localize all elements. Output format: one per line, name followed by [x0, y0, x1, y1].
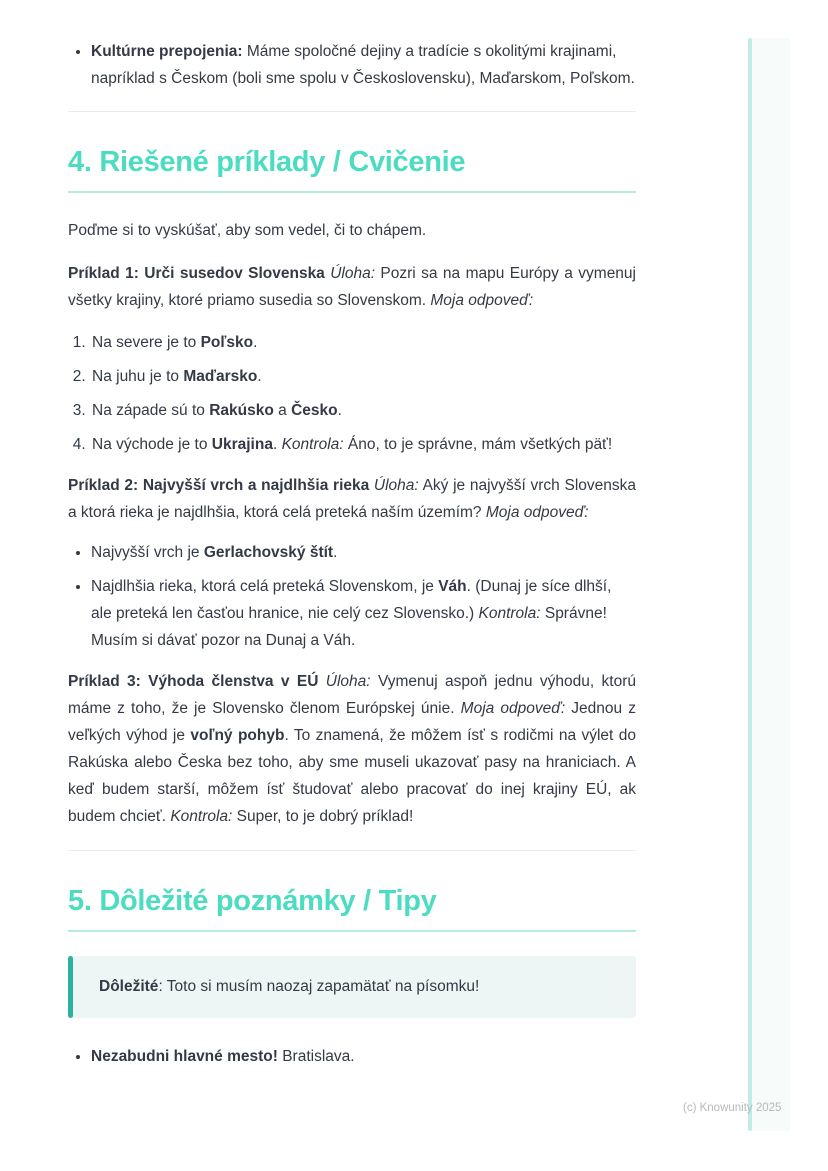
page-edge-panel [752, 38, 790, 1131]
callout-accent-bar [68, 956, 73, 1018]
section-divider [68, 850, 636, 851]
answer-highest-peak: • Najvyšší vrch je Gerlachovský štít. [91, 544, 338, 561]
example-2-answer-list [68, 539, 636, 654]
section-4-heading: 4. Riešené príklady / Cvičenie [68, 144, 636, 193]
page-edge-accent-line [748, 38, 752, 1131]
list-item [90, 363, 636, 390]
list-item [91, 539, 636, 566]
answer-south: 2. Na juhu je to Maďarsko. [92, 368, 262, 385]
answer-east: 4. Na východe je to Ukrajina. Kontrola: Áno, to je správne, mám všetkých päť! [92, 436, 613, 453]
example-3-paragraph: Príklad 3: Výhoda členstva v EÚ Úloha: Vymenuj aspoň jednu výhodu, ktorú máme z toho, že je Slovensko členom Európskej únie. Moja odpoveď: Jednou z veľkých výhod je voľný pohyb. To znamená, že môžem ísť s rodičmi na výlet do Rakúska alebo Česka bez toho, aby sme museli ukazovať pasy na hraniciach. A keď budem starší, môžem ísť študovať alebo pracovať do inej krajiny EÚ, ak budem chcieť. Kontrola: Super, to je dobrý príklad! [68, 673, 637, 825]
example-1-paragraph: Príklad 1: Urči susedov Slovenska Úloha: Pozri sa na mapu Európy a vymenuj všetky krajiny, ktoré priamo susedia so Slovenskom. Moja odpoveď: [68, 265, 636, 309]
list-item [90, 431, 636, 458]
copyright-watermark: (c) Knowunity 2025 [683, 1102, 782, 1114]
example-1-answer-list [68, 329, 636, 458]
list-item [91, 38, 636, 92]
list-item [91, 1043, 636, 1070]
answer-longest-river: • Najdlhšia rieka, ktorá celá preteká Slovenskom, je Váh. (Dunaj je síce dlhší, ale preteká len časťou hranice, nie celý cez Slovensko.) Kontrola: Správne! Musím si dávať pozor na Dunaj a Váh. [91, 578, 612, 649]
capital-tip-text: • Nezabudni hlavné mesto! Bratislava. [91, 1048, 355, 1065]
section-divider [68, 111, 636, 112]
list-item [90, 329, 636, 356]
important-callout [68, 956, 636, 1018]
tips-bullet-list [68, 1043, 636, 1070]
culture-bullet-list [68, 38, 636, 92]
answer-west: 3. Na západe sú to Rakúsko a Česko. [92, 402, 342, 419]
notes-content [68, 30, 636, 1077]
answer-north: 1. Na severe je to Poľsko. [92, 334, 258, 351]
example-2-paragraph: Príklad 2: Najvyšší vrch a najdlhšia rieka Úloha: Aký je najvyšší vrch Slovenska a ktorá rieka je najdlhšia, ktorá celá preteká naším územím? Moja odpoveď: [68, 477, 636, 521]
callout-text: Dôležité: Toto si musím naozaj zapamätať na písomku! [99, 978, 480, 995]
list-item [91, 573, 636, 654]
section-4-intro: Poďme si to vyskúšať, aby som vedel, či to chápem. [68, 222, 427, 239]
list-item [90, 397, 636, 424]
section-5-heading: 5. Dôležité poznámky / Tipy [68, 883, 636, 932]
culture-bullet-text: • Kultúrne prepojenia: Máme spoločné dejiny a tradície s okolitými krajinami, napríklad s Českom (boli sme spolu v Československu), Maďarskom, Poľskom. [91, 43, 635, 87]
